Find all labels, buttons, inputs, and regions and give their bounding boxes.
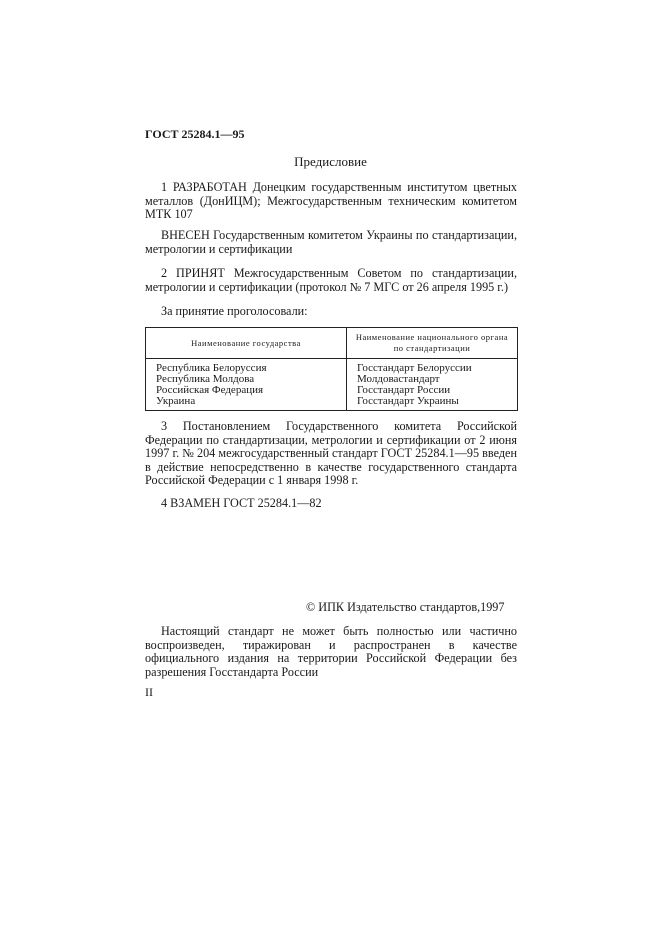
- standard-code-header: ГОСТ 25284.1—95: [145, 127, 245, 141]
- table-row: [146, 359, 518, 411]
- column-header-state: Наименование государства: [146, 328, 347, 359]
- paragraph-developed: 1 РАЗРАБОТАН Донецким государственным институтом цветных металлов (ДонИЦМ); Межгосударственным техническим комитетом МТК 107: [145, 180, 517, 221]
- paragraph-enacted: 3 Постановлением Государственного комитета Российской Федерации по стандартизации, метрологии и сертификации от 2 июня 1997 г. № 204 межгосударственный стандарт ГОСТ 25284.1—95 введен в действие непосредственно в качестве государственного стандарта Российской Федерации с 1 января 1998 г.: [145, 419, 517, 487]
- copyright-line: © ИПК Издательство стандартов,1997: [306, 600, 505, 614]
- body-name: Молдовастандарт: [357, 373, 440, 385]
- body-name: Госстандарт России: [357, 384, 451, 396]
- column-header-body: Наименование национального органа по стандартизации: [347, 328, 518, 359]
- paragraph-replaces: 4 ВЗАМЕН ГОСТ 25284.1—82: [161, 496, 322, 510]
- states-cell: [146, 359, 347, 411]
- reproduction-notice: Настоящий стандарт не может быть полностью или частично воспроизведен, тиражирован и распространен в качестве официального издания на территории Российской Федерации без разрешения Госстандарта России: [145, 624, 517, 679]
- paragraph-adopted: 2 ПРИНЯТ Межгосударственным Советом по стандартизации, метрологии и сертификации (протокол № 7 МГС от 26 апреля 1995 г.): [145, 266, 517, 294]
- paragraph-introduced: ВНЕСЕН Государственным комитетом Украины по стандартизации, метрологии и сертификации: [145, 228, 517, 256]
- state-name: Российская Федерация: [156, 384, 264, 396]
- voting-table: [145, 327, 518, 411]
- body-name: Госстандарт Украины: [357, 395, 459, 407]
- table-header-row: [146, 328, 518, 359]
- vote-label: За принятие проголосовали:: [161, 304, 308, 318]
- page-number: II: [145, 685, 153, 699]
- body-name: Госстандарт Белоруссии: [357, 362, 472, 374]
- state-name: Республика Молдова: [156, 373, 255, 385]
- page-title: Предисловие: [294, 154, 367, 169]
- state-name: Украина: [156, 395, 196, 407]
- bodies-cell: [347, 359, 518, 411]
- state-name: Республика Белоруссия: [156, 362, 267, 374]
